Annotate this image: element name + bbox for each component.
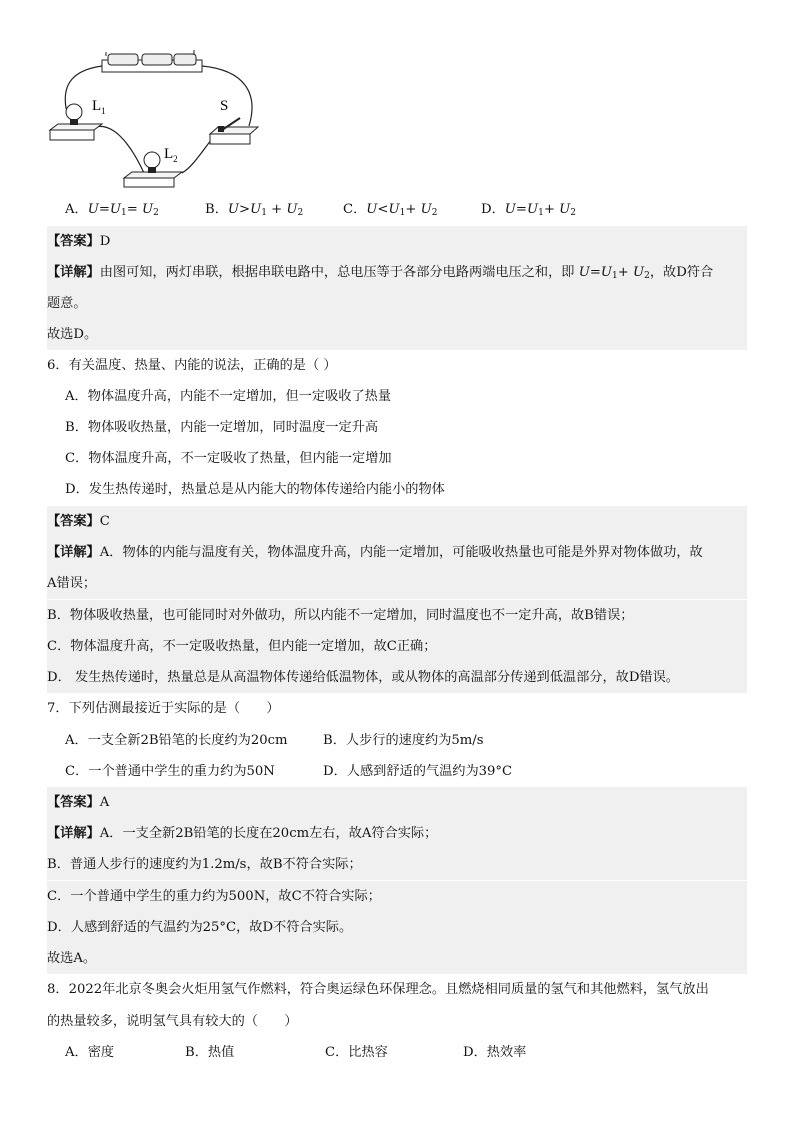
q5-option-b[interactable]: B．$U>U_1 + U_2$ — [205, 202, 304, 218]
q7-detail-line-2: B．普通人步行的速度约为1.2m/s，故B不符合实际； — [47, 849, 747, 880]
q8-option-c[interactable]: C．比热容 — [325, 1045, 388, 1060]
q7-option-a[interactable]: A．一支全新2B铅笔的长度约为20cm — [65, 733, 288, 748]
q7-option-d[interactable]: D．人感到舒适的气温约为39°C — [323, 764, 513, 779]
q7-options-row-2 — [47, 756, 747, 787]
q7-option-c[interactable]: C．一个普通中学生的重力约为50N — [65, 764, 275, 779]
q8-option-b[interactable]: B．热值 — [185, 1045, 235, 1060]
circuit-diagram — [44, 48, 264, 193]
q6-stem: 6．有关温度、热量、内能的说法，正确的是（ ） — [47, 358, 337, 373]
q5-detail-line-2: 题意。 — [47, 288, 747, 319]
q6-detail-line-3: B．物体吸收热量，也可能同时对外做功，所以内能不一定增加，同时温度也不一定升高，故B错误； — [47, 600, 747, 631]
q6-detail-line-4: C．物体温度升高，不一定吸收热量，但内能一定增加，故C正确； — [47, 631, 747, 662]
lamp-l1-label: $L_1$ — [92, 98, 106, 116]
q5-conclusion: 故选D。 — [47, 319, 747, 350]
q7-detail-line-1: 【详解】A．一支全新2B铅笔的长度在20cm左右，故A符合实际； — [47, 818, 747, 849]
q5-option-d[interactable]: D．$U=U_1+ U_2$ — [481, 202, 576, 218]
q7-detail-line-4: D．人感到舒适的气温约为25°C，故D不符合实际。 — [47, 912, 747, 943]
battery-pack-icon — [102, 50, 202, 72]
switch-icon — [210, 118, 258, 144]
q5-answer: 【答案】D — [47, 226, 747, 257]
switch-label: S — [220, 98, 229, 114]
q5-option-c[interactable]: C．$U<U_1+ U_2$ — [343, 202, 438, 218]
q7-answer: 【答案】A — [47, 787, 747, 818]
q5-option-a[interactable]: A．$U=U_1= U_2$ — [65, 202, 159, 218]
q6-option-a[interactable]: A．物体温度升高，内能不一定增加，但一定吸收了热量 — [65, 389, 392, 404]
q5-options — [47, 194, 747, 225]
q7-options-row-1 — [47, 725, 747, 756]
q8-options — [47, 1037, 747, 1068]
q7-detail-line-3: C．一个普通中学生的重力约为500N，故C不符合实际； — [47, 881, 747, 912]
q8-stem-line-1: 8．2022年北京冬奥会火炬用氢气作燃料，符合奥运绿色环保理念。且燃烧相同质量的氢气和其他燃料，氢气放出 — [47, 982, 709, 997]
q5-detail-line-1: 【详解】由图可知，两灯串联，根据串联电路中，总电压等于各部分电路两端电压之和，即 $U=U_1+ U_2$，故D符合 — [47, 257, 747, 288]
q6-detail-line-1: 【详解】A．物体的内能与温度有关，物体温度升高，内能一定增加，可能吸收热量也可能是外界对物体做功，故 — [47, 537, 747, 568]
q7-conclusion: 故选A。 — [47, 943, 747, 974]
q6-option-d[interactable]: D．发生热传递时，热量总是从内能大的物体传递给内能小的物体 — [65, 482, 445, 497]
q6-option-c[interactable]: C．物体温度升高，不一定吸收了热量，但内能一定增加 — [65, 451, 392, 466]
q8-stem-line-2: 的热量较多，说明氢气具有较大的（ ） — [47, 1014, 298, 1029]
q6-detail-line-5: D． 发生热传递时，热量总是从高温物体传递给低温物体，或从物体的高温部分传递到低温部分，故D错误。 — [47, 662, 747, 693]
q6-option-b[interactable]: B．物体吸收热量，内能一定增加，同时温度一定升高 — [65, 420, 379, 435]
q6-answer: 【答案】C — [47, 506, 747, 537]
lamp-l2-label: $L_2$ — [164, 146, 178, 164]
q8-option-d[interactable]: D．热效率 — [463, 1045, 527, 1060]
q7-stem: 7．下列估测最接近于实际的是（ ） — [47, 701, 280, 716]
q6-detail-line-2: A错误； — [47, 568, 747, 599]
q7-option-b[interactable]: B．人步行的速度约为5m/s — [323, 733, 484, 748]
q8-option-a[interactable]: A．密度 — [65, 1045, 115, 1060]
